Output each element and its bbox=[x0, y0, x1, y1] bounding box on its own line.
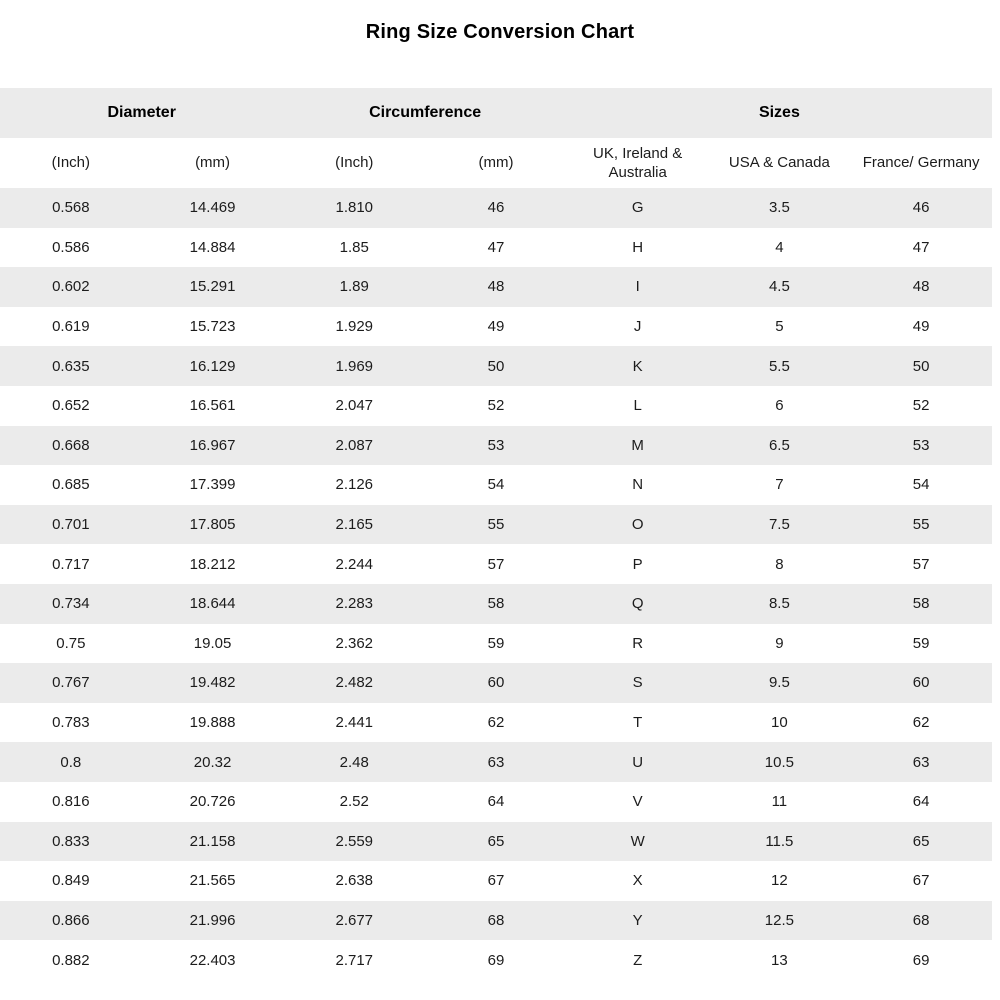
table-cell: 2.087 bbox=[335, 436, 374, 454]
table-body bbox=[0, 188, 992, 980]
table-cell: 0.619 bbox=[52, 318, 90, 336]
table-cell: T bbox=[633, 714, 643, 732]
table-cell: 60 bbox=[487, 674, 505, 692]
table-cell: 2.244 bbox=[335, 555, 374, 573]
table-cell: 22.403 bbox=[189, 951, 236, 969]
table-row bbox=[0, 465, 992, 505]
table-cell: 0.767 bbox=[52, 674, 90, 692]
table-cell: 64 bbox=[487, 793, 505, 811]
column-header-row bbox=[0, 138, 992, 188]
table-cell: 57 bbox=[912, 555, 930, 573]
table-cell: 10.5 bbox=[764, 753, 794, 771]
table-cell: 49 bbox=[487, 318, 505, 336]
table-cell: J bbox=[633, 318, 642, 336]
table-cell: 55 bbox=[487, 516, 505, 534]
table-cell: 4 bbox=[775, 238, 784, 256]
table-row bbox=[0, 544, 992, 584]
table-head bbox=[0, 88, 992, 188]
table-cell: 20.726 bbox=[189, 793, 236, 811]
table-cell: 2.482 bbox=[335, 674, 374, 692]
table-cell: 68 bbox=[487, 911, 505, 929]
table-cell: L bbox=[633, 397, 642, 415]
table-cell: 47 bbox=[912, 238, 930, 256]
table-cell: 19.05 bbox=[193, 634, 232, 652]
table-cell: 46 bbox=[912, 199, 930, 217]
table-cell: 0.833 bbox=[52, 832, 90, 850]
column-header: UK, Ireland & Australia bbox=[567, 138, 709, 188]
table-row bbox=[0, 901, 992, 941]
table-cell: K bbox=[632, 357, 643, 375]
table-cell: 68 bbox=[912, 911, 930, 929]
table-cell: O bbox=[631, 516, 644, 534]
table-cell: 0.652 bbox=[52, 397, 90, 415]
table-cell: 1.969 bbox=[335, 357, 374, 375]
table-cell: 21.158 bbox=[189, 832, 236, 850]
table-cell: 0.849 bbox=[52, 872, 90, 890]
table-cell: 63 bbox=[912, 753, 930, 771]
table-cell: 52 bbox=[912, 397, 930, 415]
table-cell: 20.32 bbox=[193, 753, 232, 771]
table-cell: X bbox=[632, 872, 643, 890]
table-cell: 5.5 bbox=[768, 357, 790, 375]
table-cell: 2.441 bbox=[335, 714, 374, 732]
table-row bbox=[0, 228, 992, 268]
table-cell: 17.805 bbox=[189, 516, 236, 534]
table-cell: 65 bbox=[487, 832, 505, 850]
table-cell: 8 bbox=[775, 555, 784, 573]
table-cell: 15.723 bbox=[189, 318, 236, 336]
table-row bbox=[0, 861, 992, 901]
table-cell: 2.283 bbox=[335, 595, 374, 613]
table-cell: 16.129 bbox=[189, 357, 236, 375]
table-cell: 63 bbox=[487, 753, 505, 771]
table-cell: 16.561 bbox=[189, 397, 236, 415]
column-header: (mm) bbox=[142, 138, 284, 188]
table-cell: R bbox=[632, 634, 644, 652]
table-cell: 2.48 bbox=[339, 753, 369, 771]
table-cell: 0.635 bbox=[52, 357, 90, 375]
table-cell: 0.882 bbox=[52, 951, 90, 969]
table-cell: 0.816 bbox=[52, 793, 90, 811]
table-row bbox=[0, 307, 992, 347]
table-cell: 59 bbox=[912, 634, 930, 652]
table-cell: 21.565 bbox=[189, 872, 236, 890]
table-cell: 18.644 bbox=[189, 595, 236, 613]
table-row bbox=[0, 584, 992, 624]
table-cell: 6.5 bbox=[768, 436, 790, 454]
table-cell: 2.362 bbox=[335, 634, 374, 652]
table-cell: H bbox=[632, 238, 644, 256]
table-row bbox=[0, 742, 992, 782]
table-row bbox=[0, 782, 992, 822]
table-row bbox=[0, 346, 992, 386]
column-header: (Inch) bbox=[283, 138, 425, 188]
table-cell: Z bbox=[633, 951, 643, 969]
table-cell: 9 bbox=[775, 634, 784, 652]
column-header: France/ Germany bbox=[850, 138, 992, 188]
table-cell: 18.212 bbox=[189, 555, 236, 573]
table-cell: 9.5 bbox=[768, 674, 790, 692]
table-cell: 0.717 bbox=[52, 555, 90, 573]
table-cell: U bbox=[632, 753, 644, 771]
table-cell: S bbox=[632, 674, 643, 692]
table-cell: 0.75 bbox=[56, 634, 86, 652]
table-cell: 2.638 bbox=[335, 872, 374, 890]
table-cell: 14.469 bbox=[189, 199, 236, 217]
table-cell: 0.866 bbox=[52, 911, 90, 929]
table-cell: M bbox=[631, 436, 644, 454]
table-cell: 69 bbox=[912, 951, 930, 969]
table-cell: 0.685 bbox=[52, 476, 90, 494]
column-header: (Inch) bbox=[0, 138, 142, 188]
table-cell: 46 bbox=[487, 199, 505, 217]
table-cell: 47 bbox=[487, 238, 505, 256]
table-row bbox=[0, 703, 992, 743]
table-cell: 67 bbox=[487, 872, 505, 890]
table-cell: 50 bbox=[487, 357, 505, 375]
table-cell: 62 bbox=[912, 714, 930, 732]
table-cell: V bbox=[632, 793, 643, 811]
table-cell: 0.586 bbox=[52, 238, 90, 256]
table-cell: 19.888 bbox=[189, 714, 236, 732]
table-cell: 48 bbox=[487, 278, 505, 296]
table-cell: 14.884 bbox=[189, 238, 236, 256]
table-cell: 0.783 bbox=[52, 714, 90, 732]
table-cell: 53 bbox=[912, 436, 930, 454]
table-cell: 52 bbox=[487, 397, 505, 415]
ring-size-conversion-table bbox=[0, 88, 992, 980]
table-cell: 2.52 bbox=[339, 793, 369, 811]
group-header-sizes: Sizes bbox=[567, 88, 992, 138]
table-cell: 5 bbox=[775, 318, 784, 336]
table-cell: 8.5 bbox=[768, 595, 790, 613]
table-cell: 0.701 bbox=[52, 516, 90, 534]
table-cell: 2.165 bbox=[335, 516, 374, 534]
group-header-row bbox=[0, 88, 992, 138]
table-cell: 58 bbox=[912, 595, 930, 613]
table-cell: 1.85 bbox=[339, 238, 369, 256]
table-cell: P bbox=[632, 555, 643, 573]
table-cell: 2.047 bbox=[335, 397, 374, 415]
table-cell: 54 bbox=[912, 476, 930, 494]
column-header: USA & Canada bbox=[709, 138, 851, 188]
page-title: Ring Size Conversion Chart bbox=[365, 21, 635, 43]
table-row bbox=[0, 386, 992, 426]
table-cell: 65 bbox=[912, 832, 930, 850]
table-cell: 19.482 bbox=[189, 674, 236, 692]
table-cell: 2.559 bbox=[335, 832, 374, 850]
table-cell: Y bbox=[632, 911, 643, 929]
group-header-diameter: Diameter bbox=[0, 88, 283, 138]
table-cell: 13 bbox=[771, 951, 788, 969]
table-cell: I bbox=[635, 278, 640, 296]
table-cell: 60 bbox=[912, 674, 930, 692]
table-cell: 48 bbox=[912, 278, 930, 296]
table-cell: 16.967 bbox=[189, 436, 236, 454]
table-row bbox=[0, 505, 992, 545]
table-cell: 4.5 bbox=[768, 278, 790, 296]
table-cell: 0.8 bbox=[60, 753, 82, 771]
table-row bbox=[0, 663, 992, 703]
table-cell: 62 bbox=[487, 714, 505, 732]
table-cell: 0.568 bbox=[52, 199, 90, 217]
table-cell: 64 bbox=[912, 793, 930, 811]
table-cell: 50 bbox=[912, 357, 930, 375]
table-cell: 12 bbox=[771, 872, 788, 890]
table-cell: 2.126 bbox=[335, 476, 374, 494]
table-cell: 58 bbox=[487, 595, 505, 613]
table-cell: 0.734 bbox=[52, 595, 90, 613]
table-cell: 7 bbox=[775, 476, 784, 494]
table-cell: 1.89 bbox=[339, 278, 369, 296]
table-cell: 49 bbox=[912, 318, 930, 336]
group-header-circumference: Circumference bbox=[283, 88, 566, 138]
table-row bbox=[0, 822, 992, 862]
table-cell: 7.5 bbox=[768, 516, 790, 534]
table-cell: 54 bbox=[487, 476, 505, 494]
column-header: (mm) bbox=[425, 138, 567, 188]
table-cell: Q bbox=[631, 595, 644, 613]
table-cell: 2.717 bbox=[335, 951, 374, 969]
table-cell: 21.996 bbox=[189, 911, 236, 929]
table-cell: G bbox=[631, 199, 644, 217]
table-cell: 2.677 bbox=[335, 911, 374, 929]
table-cell: 11 bbox=[771, 793, 788, 811]
table-cell: 0.668 bbox=[52, 436, 90, 454]
table-cell: 6 bbox=[775, 397, 784, 415]
table-cell: 15.291 bbox=[189, 278, 236, 296]
table-cell: 55 bbox=[912, 516, 930, 534]
table-cell: 0.602 bbox=[52, 278, 90, 296]
table-cell: 1.810 bbox=[335, 199, 374, 217]
table-cell: 57 bbox=[487, 555, 505, 573]
table-row bbox=[0, 426, 992, 466]
table-row bbox=[0, 188, 992, 228]
table-row bbox=[0, 624, 992, 664]
table-cell: 10 bbox=[771, 714, 788, 732]
table-cell: 11.5 bbox=[765, 832, 794, 850]
table-cell: 67 bbox=[912, 872, 930, 890]
table-cell: W bbox=[630, 832, 645, 850]
table-cell: 53 bbox=[487, 436, 505, 454]
table-cell: 69 bbox=[487, 951, 505, 969]
table-cell: 17.399 bbox=[189, 476, 236, 494]
table-cell: 3.5 bbox=[768, 199, 790, 217]
table-cell: 59 bbox=[487, 634, 505, 652]
table-row bbox=[0, 940, 992, 980]
table-row bbox=[0, 267, 992, 307]
table-cell: 1.929 bbox=[335, 318, 374, 336]
table-cell: N bbox=[632, 476, 644, 494]
table-cell: 12.5 bbox=[764, 911, 794, 929]
